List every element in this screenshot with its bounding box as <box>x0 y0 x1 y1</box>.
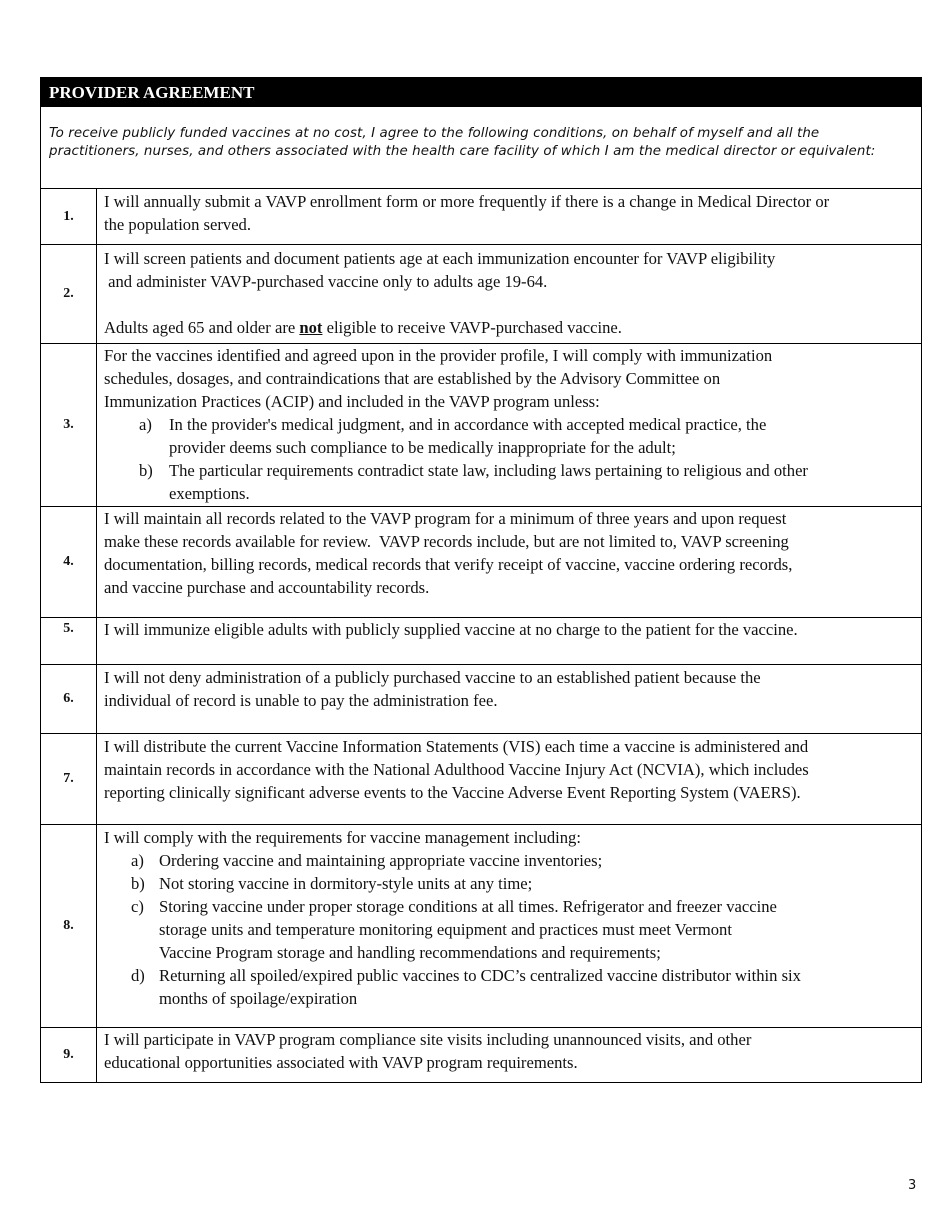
sub-label: c) <box>131 897 144 916</box>
sub-line: provider deems such compliance to be medically inappropriate for the adult; <box>169 438 676 457</box>
note-post: eligible to receive VAVP-purchased vaccine. <box>322 318 622 337</box>
item-text <box>97 344 922 507</box>
item-line: I will distribute the current Vaccine Information Statements (VIS) each time a vaccine is administered and <box>104 737 809 756</box>
agreement-header-row <box>41 78 922 107</box>
item-line: I will participate in VAVP program compliance site visits including unannounced visits, and other <box>104 1030 752 1049</box>
sub-line: Not storing vaccine in dormitory-style units at any time; <box>159 874 533 893</box>
item-line: I will screen patients and document patients age at each immunization encounter for VAVP eligibility <box>104 249 776 268</box>
page-number: 3 <box>908 1178 917 1193</box>
item-text <box>97 245 922 344</box>
sub-line: storage units and temperature monitoring equipment and practices must meet Vermont <box>159 920 732 939</box>
item-number: 1. <box>41 189 97 245</box>
item-line: individual of record is unable to pay the administration fee. <box>104 691 498 710</box>
intro-text: To receive publicly funded vaccines at no cost, I agree to the following conditions, on behalf of myself and all the practitioners, nurses, and others associated with the health care facility of which I am the medical director or equivalent: <box>41 107 922 189</box>
item-line: I will immunize eligible adults with publicly supplied vaccine at no charge to the patient for the vaccine. <box>104 620 798 639</box>
sub-item-a <box>104 849 921 872</box>
item-number: 7. <box>41 734 97 825</box>
item-line: Immunization Practices (ACIP) and included in the VAVP program unless: <box>104 392 600 411</box>
item-number: 4. <box>41 507 97 618</box>
agreement-item-9 <box>41 1028 922 1083</box>
note-pre: Adults aged 65 and older are <box>104 318 300 337</box>
item-line: For the vaccines identified and agreed upon in the provider profile, I will comply with immunization <box>104 346 773 365</box>
item-number: 8. <box>41 825 97 1028</box>
item-text <box>97 665 922 734</box>
sub-label: a) <box>131 851 144 870</box>
item-line: and vaccine purchase and accountability records. <box>104 578 430 597</box>
sub-label: b) <box>139 461 153 480</box>
sub-label: d) <box>131 966 145 985</box>
agreement-item-8 <box>41 825 922 1028</box>
item-number: 5. <box>41 618 97 665</box>
sub-item-b <box>104 872 921 895</box>
item-line: maintain records in accordance with the National Adulthood Vaccine Injury Act (NCVIA), which includes <box>104 760 809 779</box>
sub-label: a) <box>139 415 152 434</box>
sub-line: In the provider's medical judgment, and in accordance with accepted medical practice, the <box>169 415 767 434</box>
item-line: documentation, billing records, medical records that verify receipt of vaccine, vaccine ordering records, <box>104 555 793 574</box>
note-emphasis: not <box>299 318 323 337</box>
sub-line: Ordering vaccine and maintaining appropriate vaccine inventories; <box>159 851 603 870</box>
sub-line: Returning all spoiled/expired public vaccines to CDC’s centralized vaccine distributor within six <box>159 966 801 985</box>
item-line: I will maintain all records related to the VAVP program for a minimum of three years and upon request <box>104 509 787 528</box>
provider-agreement-table <box>40 77 922 1083</box>
item-text <box>97 618 922 665</box>
item-text <box>97 825 922 1028</box>
item-line: educational opportunities associated with VAVP program requirements. <box>104 1053 578 1072</box>
item-text <box>97 189 922 245</box>
agreement-item-4 <box>41 507 922 618</box>
item-text <box>97 1028 922 1083</box>
item-text <box>97 734 922 825</box>
item-text <box>97 507 922 618</box>
item-number: 2. <box>41 245 97 344</box>
item-line: I will comply with the requirements for vaccine management including: <box>104 828 581 847</box>
sub-line: exemptions. <box>169 484 250 503</box>
agreement-item-1 <box>41 189 922 245</box>
item-line: the population served. <box>104 215 252 234</box>
item-number: 3. <box>41 344 97 507</box>
agreement-item-3 <box>41 344 922 507</box>
item-number: 9. <box>41 1028 97 1083</box>
item-line: schedules, dosages, and contraindications that are established by the Advisory Committee on <box>104 369 721 388</box>
sub-label: b) <box>131 874 145 893</box>
sub-line: months of spoilage/expiration <box>159 989 358 1008</box>
agreement-item-2 <box>41 245 922 344</box>
item-number: 6. <box>41 665 97 734</box>
sub-line: Storing vaccine under proper storage conditions at all times. Refrigerator and freezer vaccine <box>159 897 777 916</box>
sub-line: The particular requirements contradict state law, including laws pertaining to religious and other <box>169 461 808 480</box>
item-line: I will annually submit a VAVP enrollment form or more frequently if there is a change in Medical Director or <box>104 192 830 211</box>
agreement-title: PROVIDER AGREEMENT <box>41 78 922 107</box>
agreement-item-6 <box>41 665 922 734</box>
item-line: reporting clinically significant adverse events to the Vaccine Adverse Event Reporting System (VAERS). <box>104 783 801 802</box>
sub-item-b <box>104 459 921 505</box>
item-line: make these records available for review. VAVP records include, but are not limited to, VAVP screening <box>104 532 789 551</box>
sub-line: Vaccine Program storage and handling recommendations and requirements; <box>159 943 661 962</box>
intro-row <box>41 107 922 189</box>
eligibility-note <box>104 316 921 339</box>
agreement-item-5 <box>41 618 922 665</box>
sub-item-a <box>104 413 921 459</box>
item-line: and administer VAVP-purchased vaccine only to adults age 19-64. <box>104 272 548 291</box>
agreement-item-7 <box>41 734 922 825</box>
sub-item-c <box>104 895 921 964</box>
sub-item-d <box>104 964 921 1010</box>
item-line: I will not deny administration of a publicly purchased vaccine to an established patient because the <box>104 668 761 687</box>
